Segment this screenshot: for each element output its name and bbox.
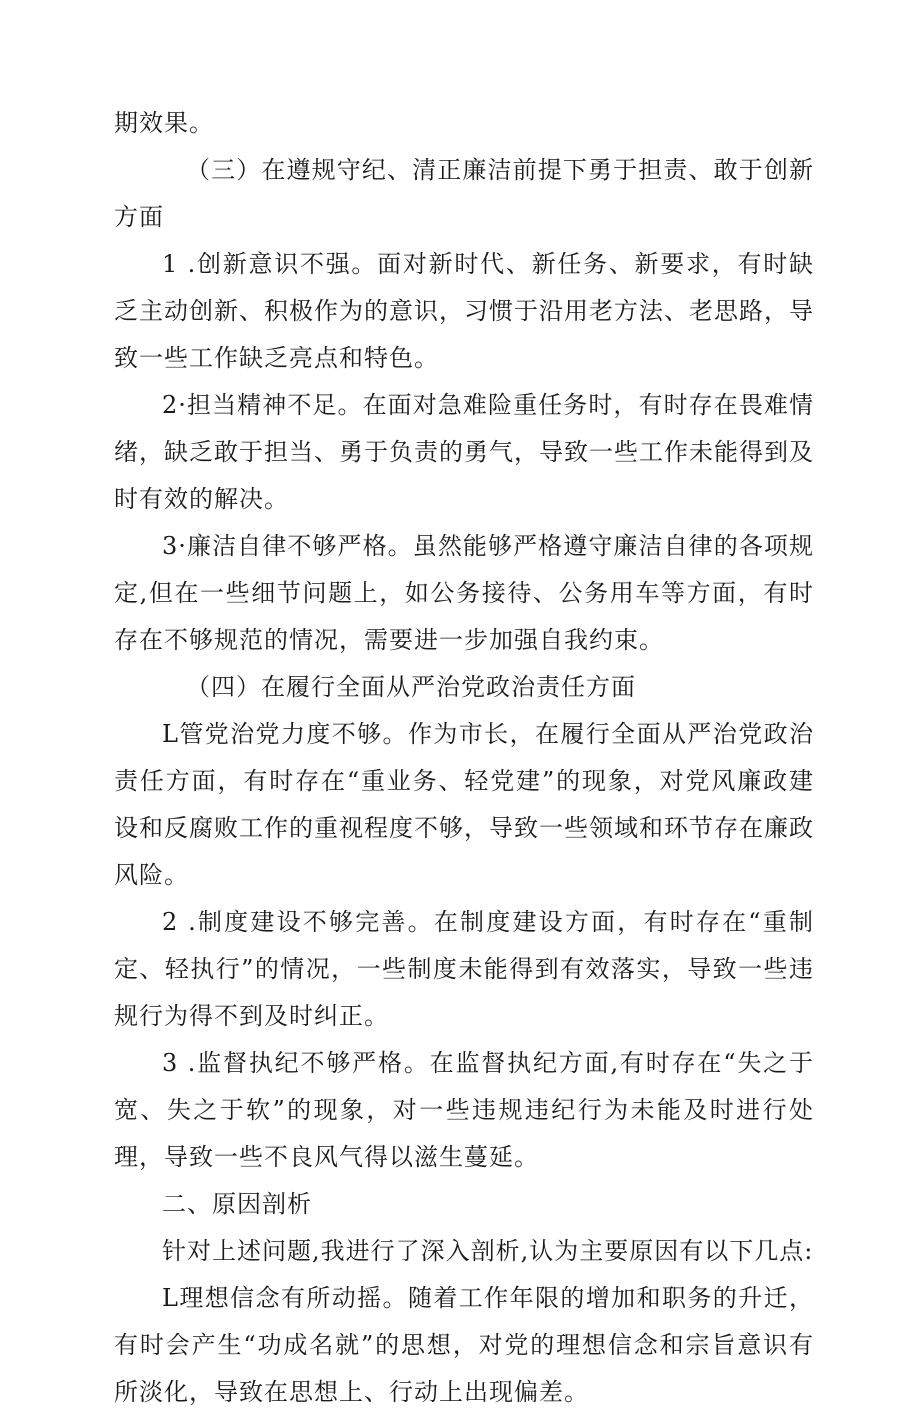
section-heading-3: （三）在遵规守纪、清正廉洁前提下勇于担责、敢于创新方面 bbox=[114, 156, 814, 231]
paragraph-analysis-intro: 针对上述问题,我进行了深入剖析,认为主要原因有以下几点: bbox=[162, 1237, 814, 1265]
paragraph-supervision: 3 .监督执纪不够严格。在监督执纪方面,有时存在“失之于宽、失之于软”的现象，对一些违规违纪行为未能及时进行处理，导致一些不良风气得以滋生蔓延。 bbox=[114, 1049, 814, 1171]
paragraph-ideals: L理想信念有所动摇。随着工作年限的增加和职务的升迁，有时会产生“功成名就”的思想，对党的理想信念和宗旨意识有所淡化，导致在思想上、行动上出现偏差。 bbox=[114, 1284, 814, 1406]
section-heading-4: （四）在履行全面从严治党政治责任方面 bbox=[186, 673, 636, 701]
paragraph-continuation: 期效果。 bbox=[114, 109, 214, 137]
document-body bbox=[114, 100, 814, 1416]
paragraph-integrity: 3·廉洁自律不够严格。虽然能够严格遵守廉洁自律的各项规定,但在一些细节问题上，如公务接待、公务用车等方面，有时存在不够规范的情况，需要进一步加强自我约束。 bbox=[114, 532, 814, 654]
paragraph-party-governance: L管党治党力度不够。作为市长，在履行全面从严治党政治责任方面，有时存在“重业务、轻党建”的现象，对党风廉政建设和反腐败工作的重视程度不够，导致一些领域和环节存在廉政风险。 bbox=[114, 720, 814, 889]
paragraph-innovation: 1 .创新意识不强。面对新时代、新任务、新要求，有时缺乏主动创新、积极作为的意识，习惯于沿用老方法、老思路，导致一些工作缺乏亮点和特色。 bbox=[114, 250, 814, 372]
paragraph-system-building: 2 .制度建设不够完善。在制度建设方面，有时存在“重制定、轻执行”的情况，一些制度未能得到有效落实，导致一些违规行为得不到及时纠正。 bbox=[114, 908, 814, 1030]
section-heading-cause-analysis: 二、原因剖析 bbox=[162, 1190, 312, 1218]
paragraph-responsibility: 2·担当精神不足。在面对急难险重任务时，有时存在畏难情绪，缺乏敢于担当、勇于负责的勇气，导致一些工作未能得到及时有效的解决。 bbox=[114, 391, 814, 513]
